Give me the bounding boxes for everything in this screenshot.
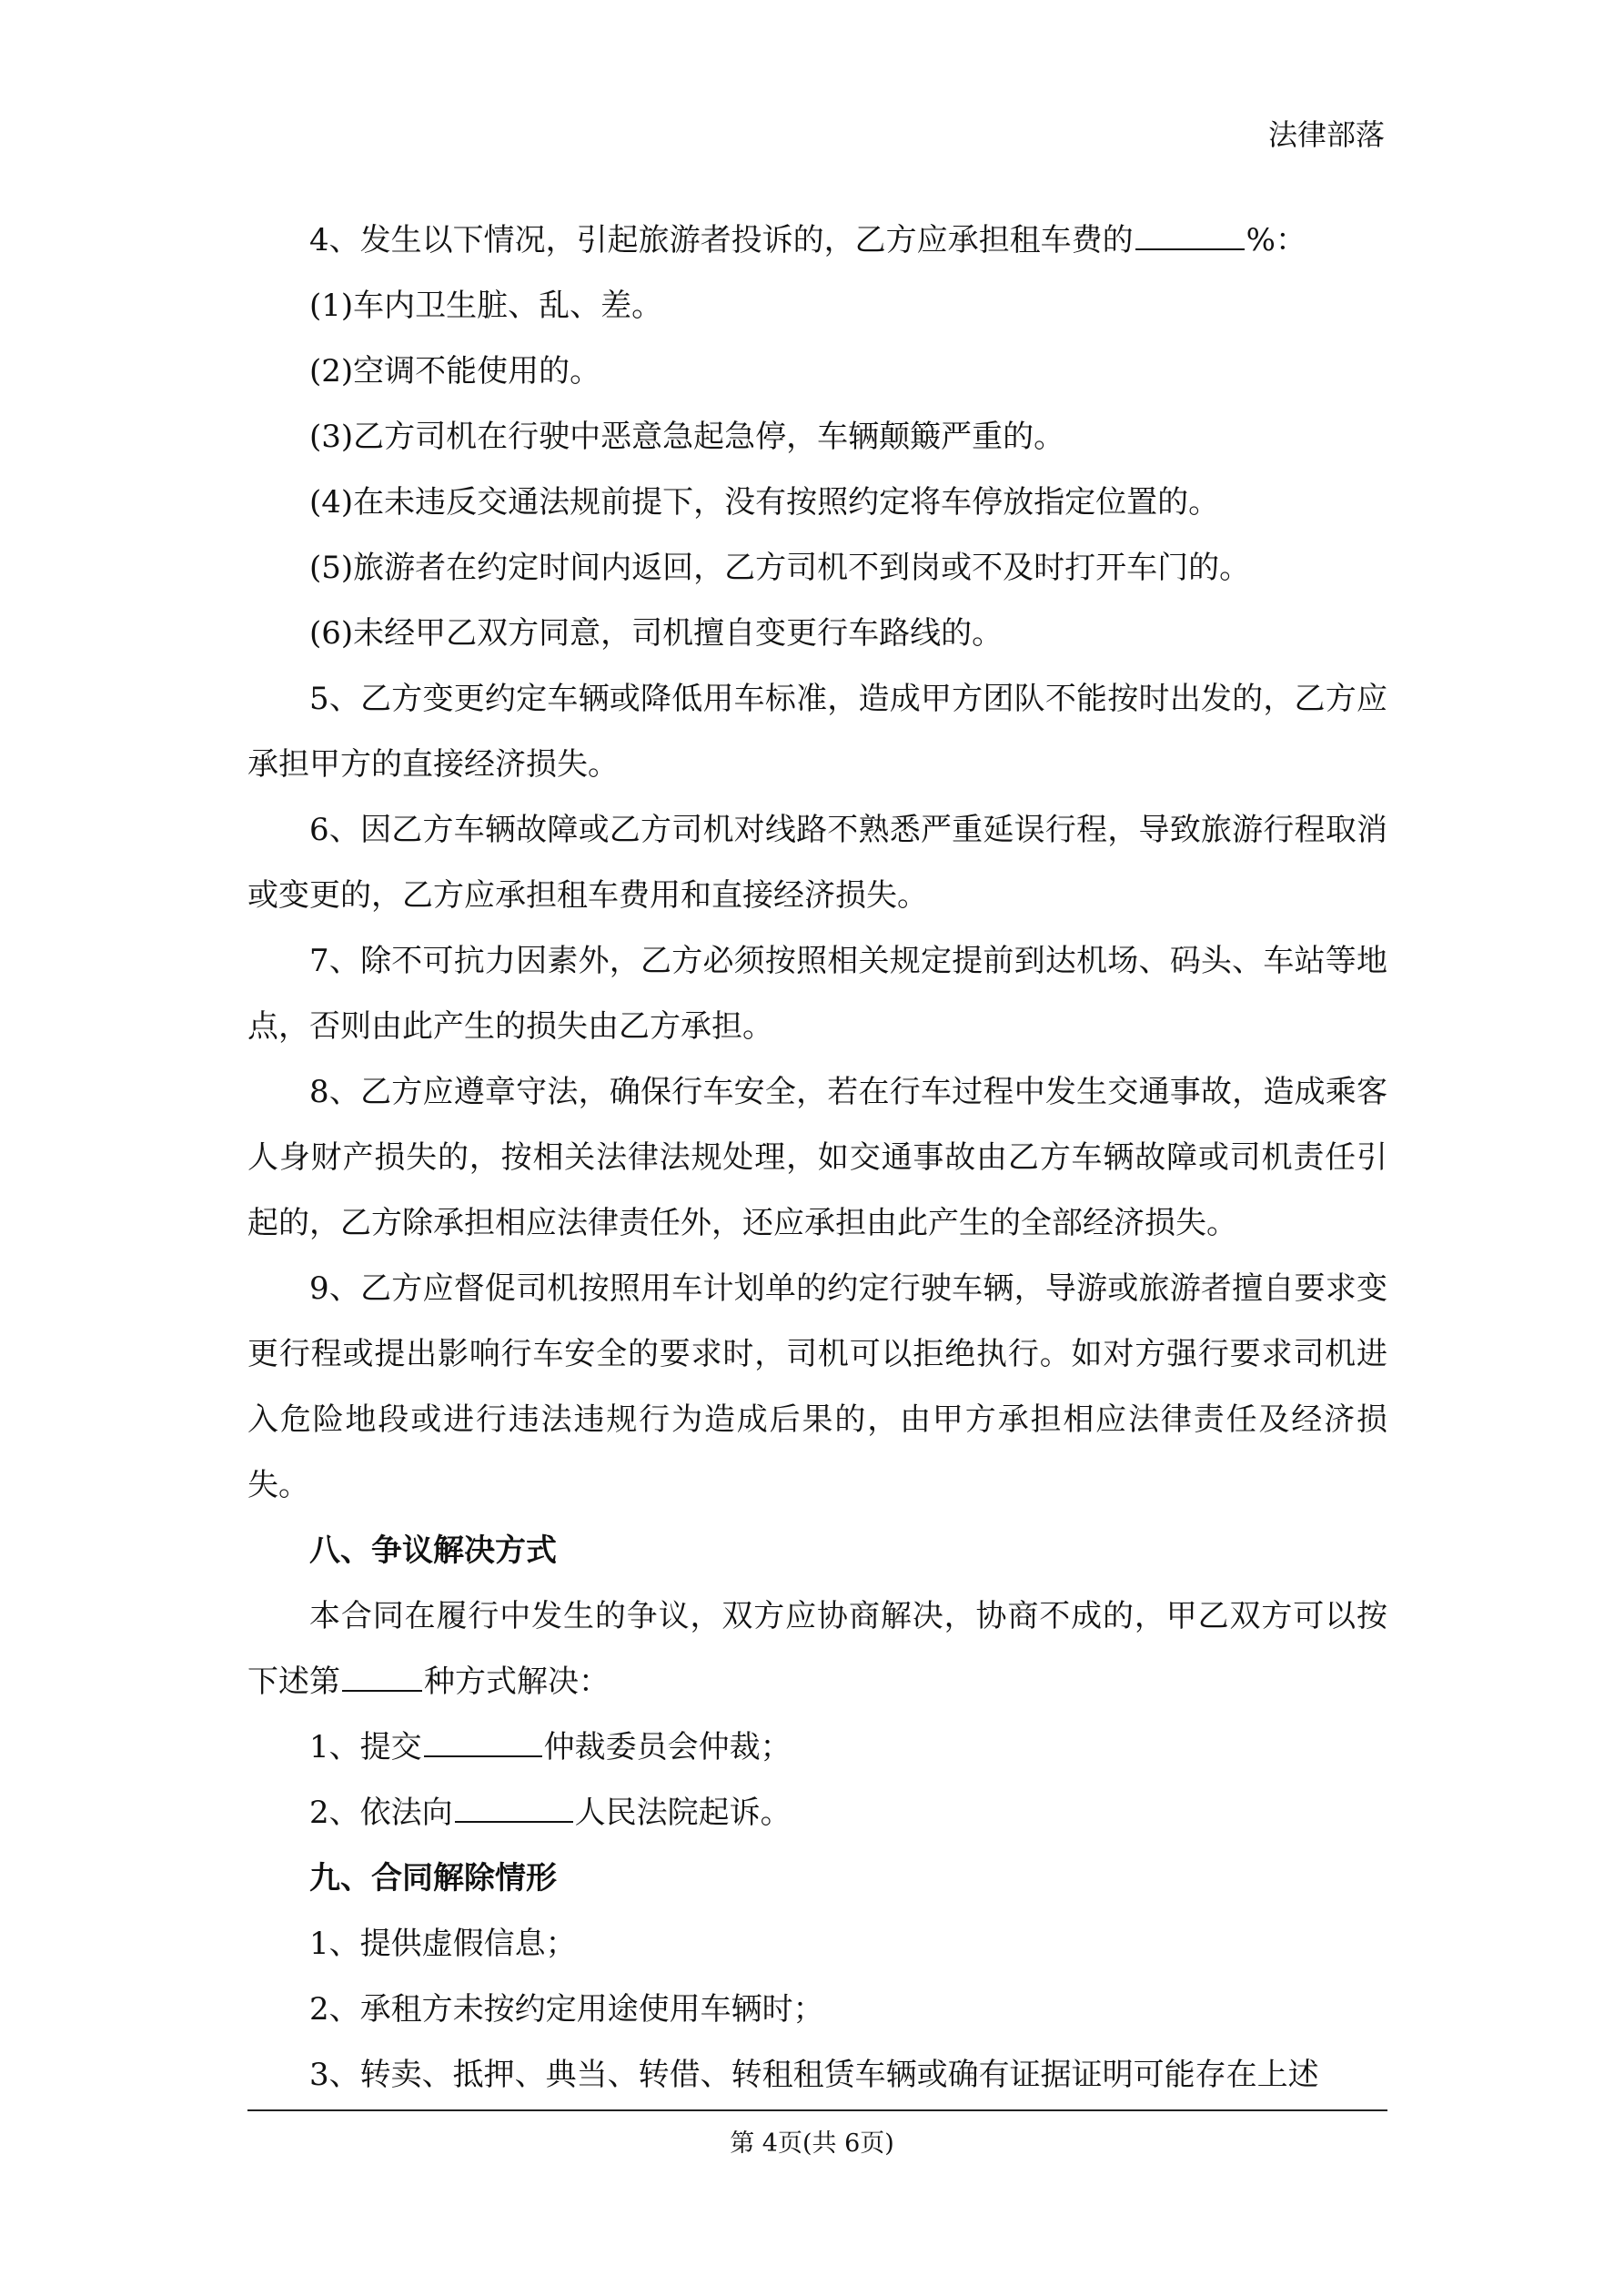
page-number: 第 4页(共 6页) (730, 2129, 894, 2158)
section-heading-dispute: 八、争议解决方式 (309, 1532, 557, 1569)
footer-divider (247, 2109, 1387, 2111)
fill-blank-arbitration[interactable] (424, 1728, 542, 1757)
fill-blank-court[interactable] (455, 1794, 573, 1823)
clause-text: 种方式解决： (424, 1664, 610, 1700)
clause-text: 本合同在履行中发生的争议，双方应协商解决，协商不成的，甲乙双方可以按下述第 (247, 1598, 1387, 1700)
sub-item-5: (5)旅游者在约定时间内返回，乙方司机不到岗或不及时打开车门的。 (309, 550, 1251, 586)
clause-4-complaint (247, 207, 1387, 273)
section-heading-termination: 九、合同解除情形 (309, 1860, 557, 1896)
clause-text: 2、依法向 (309, 1795, 453, 1831)
fill-blank-method[interactable] (342, 1663, 422, 1692)
sub-item-4: (4)在未违反交通法规前提下，没有按照约定将车停放指定位置的。 (309, 484, 1220, 521)
clause-7: 7、除不可抗力因素外，乙方必须按照相关规定提前到达机场、码头、车站等地点，否则由此产生的损失由乙方承担。 (247, 943, 1387, 1045)
clause-text: 1、提交 (309, 1729, 422, 1765)
sub-item-1: (1)车内卫生脏、乱、差。 (309, 288, 663, 324)
dispute-option-1 (247, 1714, 1387, 1780)
clause-9: 9、乙方应督促司机按照用车计划单的约定行驶车辆，导游或旅游者擅自要求变更行程或提出影响行车安全的要求时，司机可以拒绝执行。如对方强行要求司机进入危险地段或进行违法违规行为造成后果的，由甲方承担相应法律责任及经济损失。 (247, 1270, 1387, 1503)
termination-item-1: 1、提供虚假信息； (309, 1926, 577, 1962)
dispute-intro (247, 1583, 1387, 1714)
clause-6: 6、因乙方车辆故障或乙方司机对线路不熟悉严重延误行程，导致旅游行程取消或变更的，乙方应承担租车费用和直接经济损失。 (247, 812, 1387, 914)
sub-item-6: (6)未经甲乙双方同意，司机擅自变更行车路线的。 (309, 615, 1004, 652)
sub-item-3: (3)乙方司机在行驶中恶意急起急停，车辆颠簸严重的。 (309, 419, 1065, 455)
fill-blank-percent[interactable] (1135, 221, 1245, 250)
document-body (247, 207, 1387, 2108)
clause-5: 5、乙方变更约定车辆或降低用车标准，造成甲方团队不能按时出发的，乙方应承担甲方的直接经济损失。 (247, 681, 1387, 783)
clause-text: 4、发生以下情况，引起旅游者投诉的，乙方应承担租车费的 (309, 222, 1134, 258)
termination-item-2: 2、承租方未按约定用途使用车辆时； (309, 1991, 824, 2028)
termination-item-3: 3、转卖、抵押、典当、转借、转租租赁车辆或确有证据证明可能存在上述 (309, 2057, 1319, 2093)
clause-text: %： (1246, 222, 1306, 258)
clause-8: 8、乙方应遵章守法，确保行车安全，若在行车过程中发生交通事故，造成乘客人身财产损失的，按相关法律法规处理，如交通事故由乙方车辆故障或司机责任引起的，乙方除承担相应法律责任外，还应承担由此产生的全部经济损失。 (247, 1074, 1387, 1241)
clause-text: 仲裁委员会仲裁； (543, 1729, 792, 1765)
clause-text: 人民法院起诉。 (574, 1795, 792, 1831)
dispute-option-2 (247, 1780, 1387, 1846)
sub-item-2: (2)空调不能使用的。 (309, 353, 601, 389)
header-brand: 法律部落 (1267, 117, 1385, 152)
